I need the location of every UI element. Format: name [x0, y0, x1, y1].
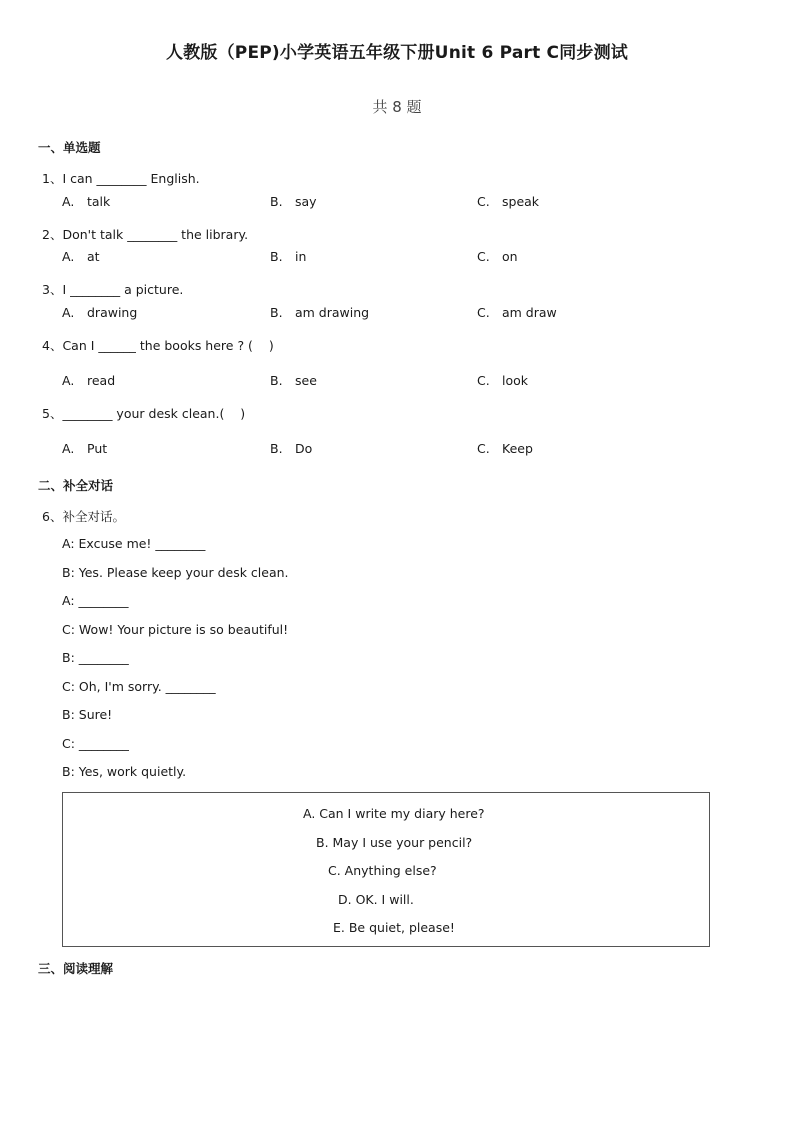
- question-5-option-c[interactable]: [477, 441, 533, 456]
- option-text: at: [87, 249, 100, 264]
- question-4-option-b[interactable]: [270, 373, 317, 388]
- dialogue-line: B: Yes. Please keep your desk clean.: [62, 565, 289, 580]
- dialogue-line: C: Oh, I'm sorry. ________: [62, 679, 216, 694]
- option-letter: C.: [477, 373, 490, 388]
- option-text: speak: [502, 194, 540, 209]
- option-letter: A.: [62, 249, 75, 264]
- option-text: say: [295, 194, 317, 209]
- question-4-option-a[interactable]: [62, 373, 115, 388]
- option-letter: A.: [62, 373, 75, 388]
- answer-choice: A. Can I write my diary here?: [303, 806, 485, 821]
- question-4-option-c[interactable]: [477, 373, 528, 388]
- question-2-option-c[interactable]: [477, 249, 518, 264]
- question-5-option-a[interactable]: [62, 441, 107, 456]
- question-3-stem: 3、I ________ a picture.: [42, 282, 184, 297]
- question-1-option-c[interactable]: [477, 194, 539, 209]
- question-1-option-b[interactable]: [270, 194, 317, 209]
- option-letter: A.: [62, 194, 75, 209]
- option-text: look: [502, 373, 529, 388]
- option-text: am draw: [502, 305, 557, 320]
- dialogue-line: B: Sure!: [62, 707, 113, 722]
- question-5-option-b[interactable]: [270, 441, 312, 456]
- option-letter: B.: [270, 305, 283, 320]
- option-letter: A.: [62, 305, 75, 320]
- answer-choice: E. Be quiet, please!: [333, 920, 455, 935]
- question-3-option-a[interactable]: [62, 305, 137, 320]
- question-1-option-a[interactable]: [62, 194, 110, 209]
- option-letter: B.: [270, 373, 283, 388]
- section-heading-reading: 三、阅读理解: [38, 961, 114, 976]
- dialogue-line: A: Excuse me! ________: [62, 536, 206, 551]
- option-text: read: [87, 373, 116, 388]
- option-text: talk: [87, 194, 111, 209]
- section-heading-dialogue: 二、补全对话: [38, 478, 114, 493]
- section-heading-single-choice: 一、单选题: [38, 140, 101, 155]
- question-2-option-b[interactable]: [270, 249, 306, 264]
- option-text: in: [295, 249, 307, 264]
- option-text: Keep: [502, 441, 533, 456]
- dialogue-line: A: ________: [62, 593, 129, 608]
- option-letter: B.: [270, 249, 283, 264]
- dialogue-line: C: Wow! Your picture is so beautiful!: [62, 622, 289, 637]
- option-text: am drawing: [295, 305, 370, 320]
- option-text: see: [295, 373, 317, 388]
- option-text: drawing: [87, 305, 138, 320]
- option-letter: C.: [477, 441, 490, 456]
- option-letter: C.: [477, 249, 490, 264]
- option-letter: B.: [270, 194, 283, 209]
- question-5-stem: 5、________ your desk clean.( ): [42, 406, 246, 421]
- answer-choice: C. Anything else?: [328, 863, 437, 878]
- option-letter: C.: [477, 305, 490, 320]
- dialogue-line: B: ________: [62, 650, 129, 665]
- dialogue-line: B: Yes, work quietly.: [62, 764, 187, 779]
- answer-choice: B. May I use your pencil?: [316, 835, 473, 850]
- question-3-option-c[interactable]: [477, 305, 557, 320]
- question-2-stem: 2、Don't talk ________ the library.: [42, 227, 249, 242]
- option-text: Do: [295, 441, 313, 456]
- question-1-stem: 1、I can ________ English.: [42, 171, 200, 186]
- option-text: on: [502, 249, 518, 264]
- option-letter: C.: [477, 194, 490, 209]
- answer-choice: D. OK. I will.: [338, 892, 414, 907]
- dialogue-line: C: ________: [62, 736, 129, 751]
- option-text: Put: [87, 441, 108, 456]
- question-count: 共 8 题: [372, 98, 422, 116]
- page-title: 人教版（PEP)小学英语五年级下册Unit 6 Part C同步测试: [165, 43, 628, 63]
- option-letter: A.: [62, 441, 75, 456]
- question-6-stem: 6、补全对话。: [42, 509, 125, 524]
- question-2-option-a[interactable]: [62, 249, 100, 264]
- question-3-option-b[interactable]: [270, 305, 369, 320]
- question-4-stem: 4、Can I ______ the books here ? ( ): [42, 338, 274, 353]
- option-letter: B.: [270, 441, 283, 456]
